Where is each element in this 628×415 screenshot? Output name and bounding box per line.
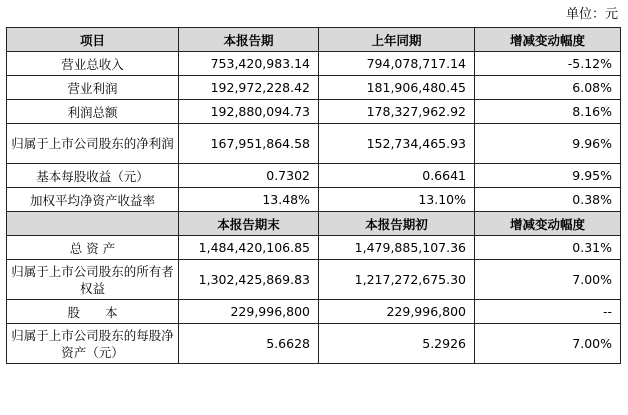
prior-value: 178,327,962.92 (319, 100, 475, 124)
row-label: 归属于上市公司股东的每股净资产（元） (7, 324, 179, 364)
section2-header-row (7, 212, 621, 236)
table-row (7, 164, 621, 188)
table-row (7, 124, 621, 164)
current-value: 0.7302 (179, 164, 319, 188)
prior-value: 0.6641 (319, 164, 475, 188)
current-value: 167,951,864.58 (179, 124, 319, 164)
prior-value: 13.10% (319, 188, 475, 212)
change-value: 9.95% (475, 164, 621, 188)
row-label: 归属于上市公司股东的所有者权益 (7, 260, 179, 300)
current-value: 1,484,420,106.85 (179, 236, 319, 260)
prior-value: 152,734,465.93 (319, 124, 475, 164)
table-row (7, 76, 621, 100)
change-value: -5.12% (475, 52, 621, 76)
current-value: 192,880,094.73 (179, 100, 319, 124)
prior-value: 794,078,717.14 (319, 52, 475, 76)
header-current-period: 本报告期 (179, 28, 319, 52)
table-row (7, 300, 621, 324)
prior-value: 229,996,800 (319, 300, 475, 324)
header-period-end: 本报告期末 (179, 212, 319, 236)
row-label: 利润总额 (7, 100, 179, 124)
change-value: 7.00% (475, 324, 621, 364)
header-period-start: 本报告期初 (319, 212, 475, 236)
header-blank-cell (7, 212, 179, 236)
row-label: 营业总收入 (7, 52, 179, 76)
header-item: 项目 (7, 28, 179, 52)
current-value: 753,420,983.14 (179, 52, 319, 76)
table-row (7, 188, 621, 212)
unit-label: 单位：元 (565, 7, 618, 22)
current-value: 229,996,800 (179, 300, 319, 324)
current-value: 1,302,425,869.83 (179, 260, 319, 300)
row-label: 总 资 产 (7, 236, 179, 260)
change-value: 8.16% (475, 100, 621, 124)
row-label: 营业利润 (7, 76, 179, 100)
financial-summary-table (6, 27, 621, 364)
change-value: -- (475, 300, 621, 324)
row-label: 股 本 (7, 300, 179, 324)
row-label: 归属于上市公司股东的净利润 (7, 124, 179, 164)
header-change: 增减变动幅度 (475, 28, 621, 52)
change-value: 7.00% (475, 260, 621, 300)
table-row (7, 260, 621, 300)
current-value: 13.48% (179, 188, 319, 212)
current-value: 192,972,228.42 (179, 76, 319, 100)
header-prior-period: 上年同期 (319, 28, 475, 52)
table-row (7, 52, 621, 76)
change-value: 6.08% (475, 76, 621, 100)
prior-value: 1,217,272,675.30 (319, 260, 475, 300)
section1-header-row (7, 28, 621, 52)
prior-value: 181,906,480.45 (319, 76, 475, 100)
prior-value: 5.2926 (319, 324, 475, 364)
table-row (7, 324, 621, 364)
header-change: 增减变动幅度 (475, 212, 621, 236)
change-value: 9.96% (475, 124, 621, 164)
prior-value: 1,479,885,107.36 (319, 236, 475, 260)
row-label: 加权平均净资产收益率 (7, 188, 179, 212)
table-row (7, 100, 621, 124)
row-label: 基本每股收益（元） (7, 164, 179, 188)
change-value: 0.31% (475, 236, 621, 260)
table-row (7, 236, 621, 260)
current-value: 5.6628 (179, 324, 319, 364)
change-value: 0.38% (475, 188, 621, 212)
